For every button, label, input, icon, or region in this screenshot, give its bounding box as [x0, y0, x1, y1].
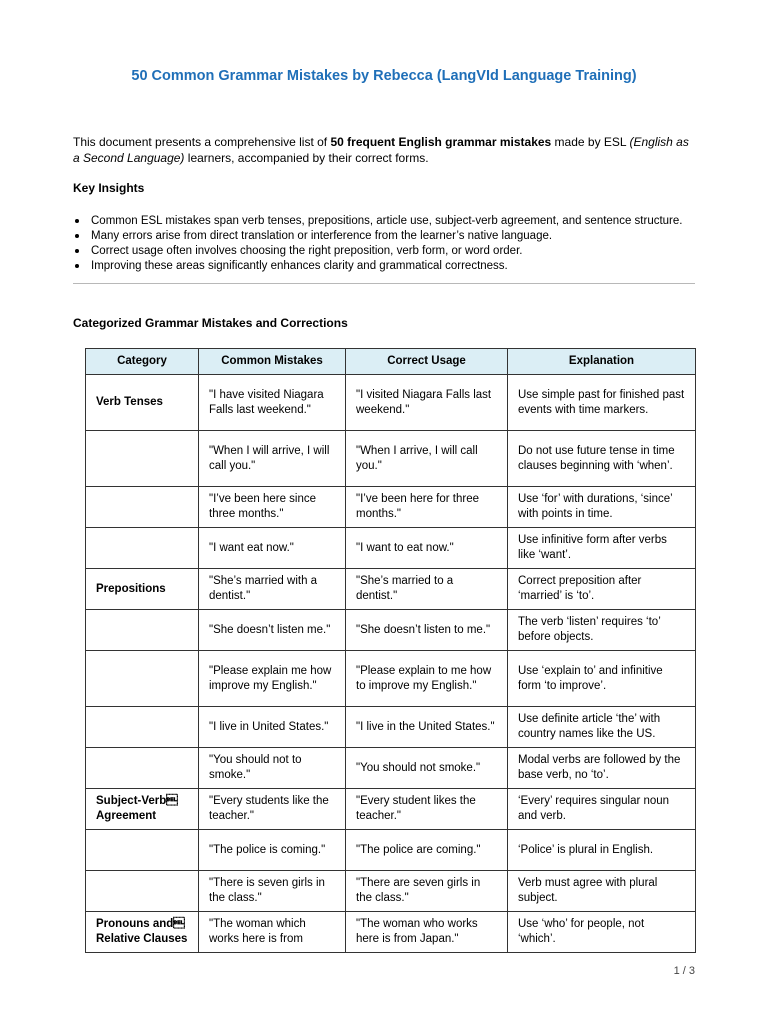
table-row	[86, 375, 696, 431]
key-insights-heading: Key Insights	[73, 181, 145, 195]
intro-text-2: made by ESL	[551, 135, 630, 149]
category-cell	[86, 830, 199, 871]
category-cell: Pronouns and Relative Clauses	[86, 912, 199, 953]
category-cell	[86, 528, 199, 569]
correct-cell: "I live in the United States."	[346, 707, 508, 748]
explanation-cell: Modal verbs are followed by the base verb, no ‘to’.	[508, 748, 696, 789]
table-row	[86, 912, 696, 953]
category-cell: Prepositions	[86, 569, 199, 610]
section-heading: Categorized Grammar Mistakes and Corrections	[73, 316, 348, 330]
document-title: 50 Common Grammar Mistakes by Rebecca (LangVId Language Training)	[131, 68, 637, 84]
category-cell	[86, 431, 199, 487]
category-cell	[86, 651, 199, 707]
intro-text-1: This document presents a comprehensive list of	[73, 135, 331, 149]
explanation-cell: Do not use future tense in time clauses beginning with ‘when’.	[508, 431, 696, 487]
mistake-cell: "She’s married with a dentist."	[199, 569, 346, 610]
category-cell	[86, 748, 199, 789]
explanation-cell: Verb must agree with plural subject.	[508, 871, 696, 912]
explanation-cell: Use simple past for finished past events with time markers.	[508, 375, 696, 431]
table-row	[86, 651, 696, 707]
mistake-cell: "I’ve been here since three months."	[199, 487, 346, 528]
table-row	[86, 431, 696, 487]
mistake-cell: "Please explain me how improve my English."	[199, 651, 346, 707]
grammar-mistakes-table	[85, 348, 696, 953]
mistake-cell: "There is seven girls in the class."	[199, 871, 346, 912]
mistake-cell: "The woman which works here is from	[199, 912, 346, 953]
correct-cell: "You should not smoke."	[346, 748, 508, 789]
correct-cell: "Please explain to me how to improve my English."	[346, 651, 508, 707]
table-row	[86, 707, 696, 748]
correct-cell: "I want to eat now."	[346, 528, 508, 569]
table-row	[86, 569, 696, 610]
column-header-mistakes: Common Mistakes	[199, 349, 346, 375]
correct-cell: "The woman who works here is from Japan."	[346, 912, 508, 953]
column-header-correct: Correct Usage	[346, 349, 508, 375]
category-cell	[86, 871, 199, 912]
mistake-cell: "I live in United States."	[199, 707, 346, 748]
insight-item: Improving these areas significantly enhances clarity and grammatical correctness.	[73, 259, 703, 274]
table-row	[86, 528, 696, 569]
table-header-row	[86, 349, 696, 375]
key-insights-list	[73, 214, 703, 274]
correct-cell: "Every student likes the teacher."	[346, 789, 508, 830]
mistake-cell: "The police is coming."	[199, 830, 346, 871]
table-row	[86, 830, 696, 871]
mistake-cell: "I have visited Niagara Falls last weekend."	[199, 375, 346, 431]
table-row	[86, 789, 696, 830]
correct-cell: "When I arrive, I will call you."	[346, 431, 508, 487]
category-cell	[86, 487, 199, 528]
category-cell	[86, 707, 199, 748]
correct-cell: "She doesn’t listen to me."	[346, 610, 508, 651]
explanation-cell: The verb ‘listen’ requires ‘to’ before objects.	[508, 610, 696, 651]
explanation-cell: Use definite article ‘the’ with country names like the US.	[508, 707, 696, 748]
correct-cell: "There are seven girls in the class."	[346, 871, 508, 912]
category-cell: Verb Tenses	[86, 375, 199, 431]
table-row	[86, 610, 696, 651]
insight-item: Correct usage often involves choosing the right preposition, verb form, or word order.	[73, 244, 703, 259]
table-row	[86, 871, 696, 912]
table-row	[86, 748, 696, 789]
intro-bold-text: 50 frequent English grammar mistakes	[330, 135, 552, 149]
explanation-cell: ‘Every’ requires singular noun and verb.	[508, 789, 696, 830]
mistake-cell: "She doesn’t listen me."	[199, 610, 346, 651]
explanation-cell: Use ‘explain to’ and infinitive form ‘to improve’.	[508, 651, 696, 707]
mistake-cell: "Every students like the teacher."	[199, 789, 346, 830]
horizontal-divider	[73, 283, 695, 284]
mistake-cell: "When I will arrive, I will call you."	[199, 431, 346, 487]
explanation-cell: Correct preposition after ‘married’ is ‘to’.	[508, 569, 696, 610]
column-header-explanation: Explanation	[508, 349, 696, 375]
intro-text-3: learners, accompanied by their correct forms.	[184, 151, 429, 165]
column-header-category: Category	[86, 349, 199, 375]
insight-item: Common ESL mistakes span verb tenses, prepositions, article use, subject-verb agreement, and sentence structure.	[73, 214, 703, 229]
correct-cell: "She’s married to a dentist."	[346, 569, 508, 610]
insight-item: Many errors arise from direct translation or interference from the learner’s native language.	[73, 229, 703, 244]
mistake-cell: "You should not to smoke."	[199, 748, 346, 789]
correct-cell: "I’ve been here for three months."	[346, 487, 508, 528]
category-cell: Subject-Verb Agreement	[86, 789, 199, 830]
table-row	[86, 487, 696, 528]
correct-cell: "I visited Niagara Falls last weekend."	[346, 375, 508, 431]
intro-italic-text: (English as a Second Language)	[73, 135, 689, 165]
explanation-cell: Use ‘who’ for people, not ‘which’.	[508, 912, 696, 953]
correct-cell: "The police are coming."	[346, 830, 508, 871]
explanation-cell: Use infinitive form after verbs like ‘want’.	[508, 528, 696, 569]
intro-paragraph	[73, 134, 698, 166]
page-number: 1 / 3	[673, 965, 695, 977]
mistake-cell: "I want eat now."	[199, 528, 346, 569]
explanation-cell: ‘Police’ is plural in English.	[508, 830, 696, 871]
category-cell	[86, 610, 199, 651]
explanation-cell: Use ‘for’ with durations, ‘since’ with points in time.	[508, 487, 696, 528]
